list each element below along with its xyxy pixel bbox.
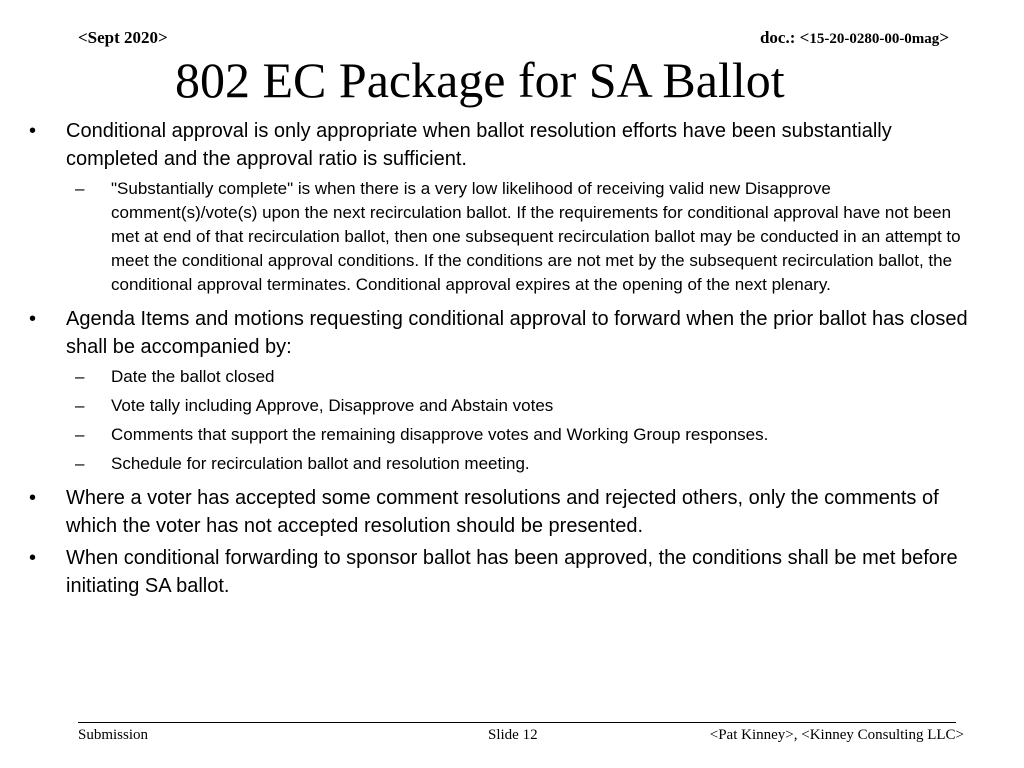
footer-author: <Pat Kinney>, <Kinney Consulting LLC>	[709, 727, 964, 743]
slide-body	[0, 117, 1024, 604]
dash-icon: –	[75, 367, 85, 386]
sub-list	[0, 177, 1024, 297]
bullet-text: Agenda Items and motions requesting conditional approval to forward when the prior ballot has closed shall be accompanied by:	[66, 308, 968, 358]
bullet-icon: •	[29, 308, 37, 330]
sub-item	[0, 394, 1024, 418]
sub-text: "Substantially complete" is when there is a very low likelihood of receiving valid new Disapprove comment(s)/vote(s) upon the next recirculation ballot. If the requirements for conditional approval have not been met at end of that recirculation ballot, then one subsequent recirculation ballot may be conducted in an attempt to meet the conditional approval conditions. If the conditions are not met by the subsequent recirculation ballot, the conditional approval terminates. Conditional approval expires at the opening of the next plenary.	[111, 179, 961, 294]
bullet-item	[0, 117, 1024, 173]
bullet-icon: •	[29, 120, 37, 142]
bullet-item	[0, 484, 1024, 540]
dash-icon: –	[75, 454, 85, 473]
bullet-icon: •	[29, 487, 37, 509]
dash-icon: –	[75, 396, 85, 415]
bullet-icon: •	[29, 547, 37, 569]
bullet-item	[0, 305, 1024, 361]
sub-text: Vote tally including Approve, Disapprove and Abstain votes	[111, 396, 554, 415]
header-doc-id	[760, 28, 949, 48]
doc-number: 15-20-0280-00-0mag	[809, 31, 940, 47]
footer-submission: Submission	[78, 727, 149, 743]
sub-item	[0, 423, 1024, 447]
sub-text: Schedule for recirculation ballot and resolution meeting.	[111, 454, 530, 473]
footer-slide-number: Slide 12	[488, 727, 538, 743]
sub-text: Date the ballot closed	[111, 367, 275, 386]
bullet-text: Conditional approval is only appropriate when ballot resolution efforts have been substantially completed and the approval ratio is sufficient.	[66, 120, 892, 170]
sub-text: Comments that support the remaining disapprove votes and Working Group responses.	[111, 425, 769, 444]
footer-divider	[78, 722, 956, 723]
doc-bracket-close: >	[939, 28, 949, 47]
bullet-group-4	[0, 544, 1024, 600]
dash-icon: –	[75, 425, 85, 444]
sub-item	[0, 177, 1024, 297]
bullet-group-3	[0, 484, 1024, 540]
header-date: <Sept 2020>	[78, 28, 168, 47]
sub-item	[0, 365, 1024, 389]
bullet-group-2	[0, 305, 1024, 476]
sub-list	[0, 365, 1024, 476]
bullet-item	[0, 544, 1024, 600]
doc-bracket-open: <	[799, 28, 810, 47]
sub-item	[0, 452, 1024, 476]
bullet-text: Where a voter has accepted some comment resolutions and rejected others, only the comments of which the voter has not accepted resolution should be presented.	[66, 487, 939, 537]
bullet-group-1	[0, 117, 1024, 297]
dash-icon: –	[75, 179, 85, 198]
doc-label: doc.:	[759, 28, 800, 47]
slide-title: 802 EC Package for SA Ballot	[175, 52, 785, 108]
bullet-text: When conditional forwarding to sponsor ballot has been approved, the conditions shall be met before initiating SA ballot.	[66, 547, 958, 597]
